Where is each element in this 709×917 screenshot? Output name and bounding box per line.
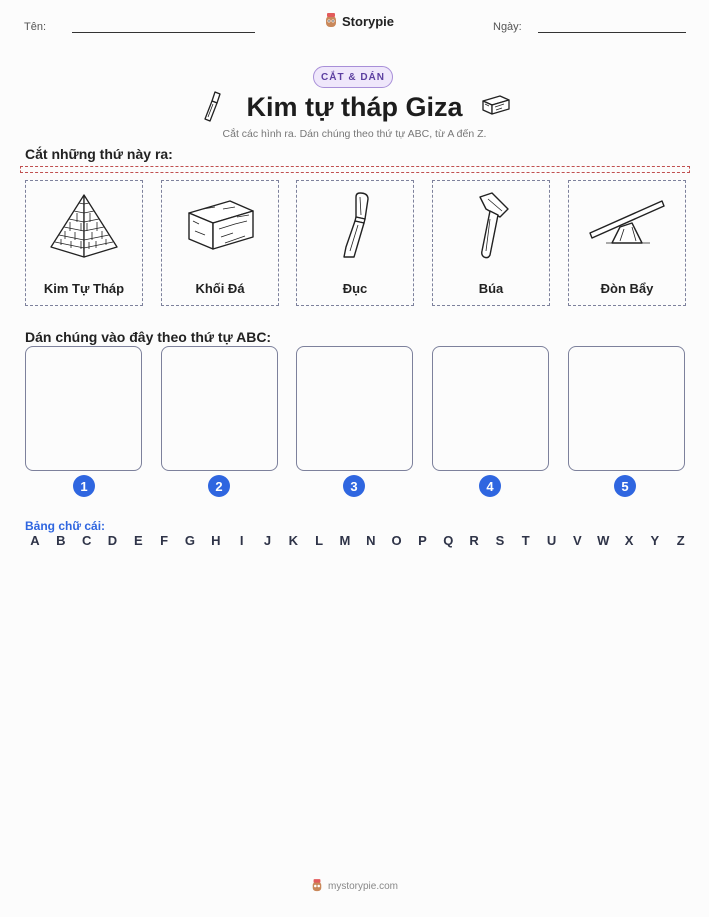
alphabet-letter: G: [184, 533, 196, 548]
alphabet-letter: M: [339, 533, 351, 548]
cut-card-lever[interactable]: [568, 180, 686, 306]
stone-block-icon: [175, 187, 265, 267]
alphabet-letter: C: [81, 533, 92, 548]
footer-url[interactable]: mystorypie.com: [327, 880, 398, 892]
alphabet-heading: Bảng chữ cái:: [25, 519, 106, 533]
cut-section-heading: Cắt những thứ này ra:: [25, 146, 173, 162]
card-label-lever: Đòn Bẩy: [600, 281, 654, 296]
cut-dashed-line: [20, 166, 690, 173]
paste-slot-5[interactable]: [568, 346, 685, 471]
card-label-pyramid: Kim Tự Tháp: [43, 281, 125, 296]
alphabet-letter: S: [495, 533, 505, 548]
slot-number-4: 4: [479, 475, 501, 497]
alphabet-letter: Q: [443, 533, 454, 548]
brand-logo: [324, 13, 394, 29]
alphabet-letter: O: [391, 533, 402, 548]
cut-card-hammer[interactable]: [432, 180, 550, 306]
alphabet-letter: Z: [676, 533, 685, 548]
slot-number-1: 1: [73, 475, 95, 497]
lever-icon: [582, 187, 672, 267]
cut-card-chisel[interactable]: [296, 180, 414, 306]
name-line[interactable]: [72, 32, 255, 33]
paste-slot-1[interactable]: [25, 346, 142, 471]
date-label: Ngày:: [493, 21, 522, 33]
alphabet-letter: F: [160, 533, 169, 548]
instructions-subtitle: Cắt các hình ra. Dán chúng theo thứ tự ABC, từ A đến Z.: [222, 128, 487, 140]
alphabet-letter: Y: [650, 533, 660, 548]
stone-block-icon: [480, 93, 512, 117]
alphabet-letter: J: [263, 533, 272, 548]
date-line[interactable]: [538, 32, 686, 33]
card-label-chisel: Đục: [342, 281, 368, 296]
slot-number-2: 2: [208, 475, 230, 497]
alphabet-row: [28, 533, 688, 548]
alphabet-letter: H: [211, 533, 221, 548]
slot-number-3: 3: [343, 475, 365, 497]
pyramid-icon: [39, 187, 129, 267]
hammer-icon: [446, 187, 536, 267]
cut-card-pyramid[interactable]: [25, 180, 143, 306]
page-title: Kim tự tháp Giza: [246, 92, 463, 122]
alphabet-letter: N: [366, 533, 376, 548]
alphabet-letter: E: [133, 533, 143, 548]
brand-name: Storypie: [342, 13, 395, 29]
alphabet-letter: U: [546, 533, 557, 548]
alphabet-letter: A: [30, 533, 40, 548]
slot-number-5: 5: [614, 475, 636, 497]
alphabet-letter: L: [315, 533, 324, 548]
footer: [0, 879, 709, 893]
alphabet-letter: D: [107, 533, 118, 548]
activity-badge: CẮT & DÁN: [313, 66, 393, 88]
alphabet-letter: P: [418, 533, 427, 548]
card-label-stone-block: Khối Đá: [195, 281, 245, 296]
paste-slot-3[interactable]: [296, 346, 413, 471]
alphabet-letter: R: [469, 533, 479, 548]
paste-section-heading: Dán chúng vào đây theo thứ tự ABC:: [25, 329, 272, 345]
paste-slot-2[interactable]: [161, 346, 278, 471]
alphabet-letter: B: [56, 533, 66, 548]
name-label: Tên:: [24, 21, 47, 33]
alphabet-letter: T: [521, 533, 530, 548]
alphabet-letter: V: [573, 533, 582, 548]
alphabet-letter: I: [239, 533, 244, 548]
alphabet-letter: W: [597, 533, 610, 548]
storypie-mascot-icon: [324, 13, 338, 29]
card-label-hammer: Búa: [478, 281, 504, 296]
alphabet-letter: K: [288, 533, 298, 548]
storypie-mascot-icon: [311, 879, 323, 893]
alphabet-letter: X: [624, 533, 634, 548]
chisel-icon: [310, 187, 400, 267]
paste-slot-4[interactable]: [432, 346, 549, 471]
cut-card-stone-block[interactable]: [161, 180, 279, 306]
